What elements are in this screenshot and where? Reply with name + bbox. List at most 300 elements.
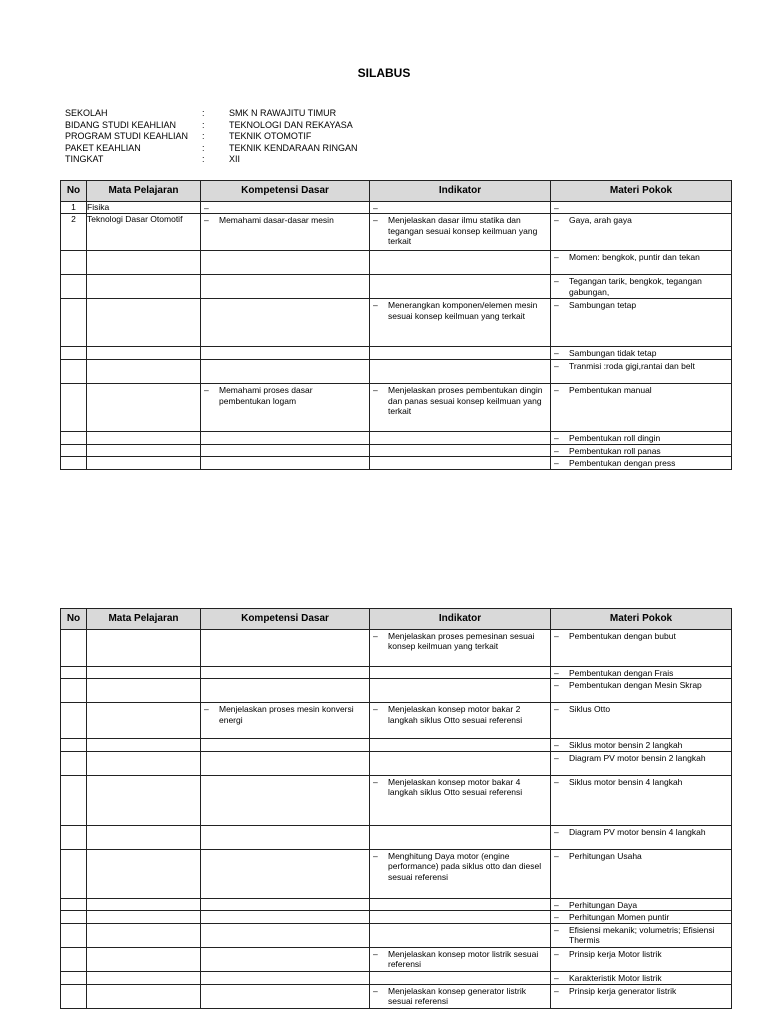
materi-item — [551, 445, 731, 456]
cell-indikator — [370, 384, 551, 432]
table-row — [61, 457, 732, 469]
header-indikator: Indikator — [370, 181, 551, 202]
bullet-dash: – — [373, 203, 378, 213]
cell-mata-pelajaran — [87, 947, 201, 971]
materi-item — [551, 384, 731, 395]
table-row — [61, 703, 732, 739]
cell-mata-pelajaran — [87, 923, 201, 947]
cell-mata-pelajaran: Fisika — [87, 202, 201, 214]
bullet-dash: – — [554, 680, 559, 691]
kompetensi-item — [201, 214, 369, 225]
cell-kompetensi-dasar — [201, 898, 370, 910]
info-value: TEKNIK OTOMOTIF — [229, 131, 312, 141]
materi-item — [551, 275, 731, 297]
table-row — [61, 299, 732, 347]
cell-no — [61, 384, 87, 432]
cell-materi-pokok — [551, 825, 732, 849]
indikator-text: Menjelaskan proses pemesinan sesuai konsep keilmuan yang terkait — [388, 631, 535, 652]
materi-text: Siklus motor bensin 2 langkah — [569, 740, 683, 751]
cell-indikator — [370, 911, 551, 923]
materi-text: Sambungan tetap — [569, 300, 637, 311]
cell-kompetensi-dasar — [201, 971, 370, 984]
table-row — [61, 214, 732, 251]
header-materi-pokok: Materi Pokok — [551, 181, 732, 202]
cell-no — [61, 775, 87, 825]
bullet-dash: – — [554, 985, 559, 996]
cell-mata-pelajaran — [87, 630, 201, 667]
cell-mata-pelajaran — [87, 299, 201, 347]
materi-text: Diagram PV motor bensin 2 langkah — [569, 752, 706, 763]
header-no: No — [61, 609, 87, 630]
materi-item — [551, 850, 731, 861]
materi-text: Pembentukan dengan Mesin Skrap — [569, 680, 702, 691]
bullet-dash: – — [554, 826, 559, 837]
info-colon: : — [202, 142, 205, 153]
materi-item — [551, 899, 731, 910]
cell-indikator — [370, 739, 551, 751]
indikator-item — [370, 202, 550, 213]
indikator-text: Menerangkan komponen/elemen mesin sesuai konsep keilmuan yang terkait — [388, 300, 538, 321]
cell-materi-pokok — [551, 923, 732, 947]
info-label: PAKET KEAHLIAN — [65, 142, 141, 153]
cell-kompetensi-dasar — [201, 947, 370, 971]
cell-no — [61, 275, 87, 299]
bullet-dash: – — [373, 850, 378, 861]
cell-kompetensi-dasar — [201, 299, 370, 347]
cell-kompetensi-dasar — [201, 703, 370, 739]
cell-materi-pokok — [551, 947, 732, 971]
materi-text: Pembentukan roll dingin — [569, 433, 661, 444]
cell-kompetensi-dasar — [201, 275, 370, 299]
header-indikator: Indikator — [370, 609, 551, 630]
materi-text: Pembentukan dengan bubut — [569, 631, 676, 641]
cell-kompetensi-dasar — [201, 432, 370, 444]
header-kompetensi-dasar: Kompetensi Dasar — [201, 609, 370, 630]
indikator-item — [370, 850, 550, 882]
kompetensi-text: Memahami dasar-dasar mesin — [219, 215, 334, 226]
cell-materi-pokok — [551, 444, 732, 456]
indikator-item — [370, 703, 550, 725]
table-row — [61, 739, 732, 751]
cell-indikator — [370, 849, 551, 898]
bullet-dash: – — [554, 776, 559, 787]
cell-kompetensi-dasar — [201, 202, 370, 214]
table-row — [61, 432, 732, 444]
cell-kompetensi-dasar — [201, 825, 370, 849]
bullet-dash: – — [373, 985, 378, 996]
cell-no — [61, 679, 87, 703]
cell-mata-pelajaran — [87, 457, 201, 469]
indikator-text: Menjelaskan konsep motor bakar 2 langkah siklus Otto sesuai referensi — [388, 704, 523, 725]
bullet-dash: – — [373, 300, 378, 311]
cell-indikator — [370, 444, 551, 456]
cell-kompetensi-dasar — [201, 667, 370, 679]
materi-item — [551, 826, 731, 837]
materi-text: Perhitungan Daya — [569, 899, 638, 910]
table-row — [61, 911, 732, 923]
kompetensi-item — [201, 202, 369, 213]
table-header — [61, 181, 732, 202]
cell-mata-pelajaran — [87, 911, 201, 923]
table-row — [61, 251, 732, 275]
cell-indikator — [370, 360, 551, 384]
cell-mata-pelajaran — [87, 775, 201, 825]
table-row — [61, 275, 732, 299]
cell-mata-pelajaran: Teknologi Dasar Otomotif — [87, 214, 201, 251]
bullet-dash: – — [554, 385, 559, 396]
info-value: XII — [229, 154, 241, 164]
bullet-dash: – — [204, 215, 209, 226]
cell-indikator — [370, 971, 551, 984]
materi-text: Prinsip kerja Motor listrik — [569, 948, 662, 959]
materi-text: Diagram PV motor bensin 4 langkah — [569, 826, 706, 837]
table-row — [61, 444, 732, 456]
cell-kompetensi-dasar — [201, 751, 370, 775]
info-row — [65, 143, 358, 155]
indikator-text: Menjelaskan dasar ilmu statika dan tegangan sesuai konsep keilmuan yang terkait — [388, 215, 538, 247]
table-row — [61, 775, 732, 825]
cell-no — [61, 360, 87, 384]
cell-kompetensi-dasar — [201, 214, 370, 251]
cell-mata-pelajaran — [87, 898, 201, 910]
cell-materi-pokok — [551, 360, 732, 384]
materi-text: Pembentukan manual — [569, 385, 652, 396]
bullet-dash: – — [554, 704, 559, 715]
bullet-dash: – — [554, 752, 559, 763]
cell-no — [61, 630, 87, 667]
materi-item — [551, 776, 731, 787]
cell-no — [61, 432, 87, 444]
cell-kompetensi-dasar — [201, 984, 370, 1008]
syllabus-table-2 — [60, 608, 732, 1009]
cell-no — [61, 898, 87, 910]
cell-indikator — [370, 667, 551, 679]
table-row — [61, 679, 732, 703]
materi-item — [551, 457, 731, 468]
materi-item — [551, 679, 731, 690]
indikator-text: Menjelaskan proses pembentukan dingin dan panas sesuai konsep keilmuan yang terkait — [388, 385, 543, 417]
bullet-dash: – — [554, 972, 559, 983]
materi-text: Sambungan tidak tetap — [569, 348, 657, 359]
header-no: No — [61, 181, 87, 202]
bullet-dash: – — [554, 445, 559, 456]
bullet-dash: – — [554, 458, 559, 469]
cell-indikator — [370, 947, 551, 971]
info-label: BIDANG STUDI KEAHLIAN — [65, 119, 177, 130]
cell-indikator — [370, 703, 551, 739]
table-row — [61, 984, 732, 1008]
cell-materi-pokok — [551, 457, 732, 469]
bullet-dash: – — [373, 385, 378, 396]
info-row — [65, 131, 358, 143]
cell-materi-pokok — [551, 202, 732, 214]
bullet-dash: – — [554, 252, 559, 263]
cell-mata-pelajaran — [87, 275, 201, 299]
info-colon: : — [202, 131, 205, 141]
cell-no — [61, 923, 87, 947]
info-label: SEKOLAH — [65, 108, 108, 118]
indikator-item — [370, 630, 550, 652]
info-label: PROGRAM STUDI KEAHLIAN — [65, 131, 189, 141]
info-colon: : — [202, 108, 205, 118]
bullet-dash: – — [554, 361, 559, 372]
cell-indikator — [370, 679, 551, 703]
bullet-dash: – — [554, 668, 559, 678]
materi-text: Karakteristik Motor listrik — [569, 972, 662, 983]
cell-no — [61, 444, 87, 456]
materi-text: Pembentukan dengan Frais — [569, 668, 674, 678]
cell-kompetensi-dasar — [201, 679, 370, 703]
indikator-text: Menjelaskan konsep generator listrik sesuai referensi — [388, 985, 526, 1007]
cell-kompetensi-dasar — [201, 347, 370, 360]
cell-kompetensi-dasar — [201, 849, 370, 898]
syllabus-table-1 — [60, 180, 732, 470]
cell-kompetensi-dasar — [201, 775, 370, 825]
kompetensi-item — [201, 384, 369, 406]
cell-indikator — [370, 751, 551, 775]
cell-no — [61, 299, 87, 347]
document-title: SILABUS — [357, 66, 411, 80]
bullet-dash: – — [554, 300, 559, 311]
table-row — [61, 898, 732, 910]
cell-no — [61, 739, 87, 751]
cell-mata-pelajaran — [87, 679, 201, 703]
materi-item — [551, 948, 731, 959]
bullet-dash: – — [554, 924, 559, 935]
cell-materi-pokok — [551, 299, 732, 347]
info-label: TINGKAT — [65, 154, 104, 164]
cell-kompetensi-dasar — [201, 739, 370, 751]
bullet-dash: – — [554, 215, 559, 226]
bullet-dash: – — [373, 948, 378, 959]
indikator-item — [370, 776, 550, 798]
kompetensi-text: Memahami proses dasar pembentukan logam — [219, 385, 313, 406]
cell-mata-pelajaran — [87, 360, 201, 384]
materi-text: Perhitungan Momen puntir — [569, 912, 670, 923]
materi-item — [551, 985, 731, 996]
cell-materi-pokok — [551, 667, 732, 679]
table-row — [61, 630, 732, 667]
cell-indikator — [370, 251, 551, 275]
cell-mata-pelajaran — [87, 667, 201, 679]
bullet-dash: – — [554, 899, 559, 910]
materi-text: Siklus motor bensin 4 langkah — [569, 776, 683, 787]
cell-indikator — [370, 984, 551, 1008]
info-colon: : — [202, 119, 205, 130]
table-row — [61, 971, 732, 984]
bullet-dash: – — [554, 912, 559, 923]
cell-materi-pokok — [551, 214, 732, 251]
cell-materi-pokok — [551, 703, 732, 739]
materi-text: Tranmisi :roda gigi,rantai dan belt — [569, 361, 695, 372]
materi-text: Perhitungan Usaha — [569, 850, 642, 861]
cell-indikator — [370, 214, 551, 251]
cell-materi-pokok — [551, 849, 732, 898]
cell-indikator — [370, 432, 551, 444]
cell-no — [61, 849, 87, 898]
cell-indikator — [370, 923, 551, 947]
table-row — [61, 384, 732, 432]
cell-mata-pelajaran — [87, 384, 201, 432]
bullet-dash: – — [204, 385, 209, 396]
materi-text: Pembentukan dengan press — [569, 458, 676, 469]
bullet-dash: – — [373, 215, 378, 226]
cell-kompetensi-dasar — [201, 444, 370, 456]
header-kompetensi-dasar: Kompetensi Dasar — [201, 181, 370, 202]
indikator-text: Menjelaskan konsep motor bakar 4 langkah siklus Otto sesuai referensi — [388, 776, 523, 798]
cell-kompetensi-dasar — [201, 360, 370, 384]
cell-materi-pokok — [551, 251, 732, 275]
cell-no — [61, 751, 87, 775]
info-value: TEKNIK KENDARAAN RINGAN — [229, 142, 358, 153]
cell-indikator — [370, 457, 551, 469]
kompetensi-item — [201, 703, 369, 725]
cell-kompetensi-dasar — [201, 923, 370, 947]
cell-no — [61, 703, 87, 739]
bullet-dash: – — [373, 776, 378, 787]
kompetensi-text: Menjelaskan proses mesin konversi energi — [219, 704, 354, 725]
kompetensi-text — [219, 203, 365, 213]
materi-item — [551, 347, 731, 358]
cell-mata-pelajaran — [87, 971, 201, 984]
materi-text: Efisiensi mekanik; volumetris; Efisiensi Thermis — [569, 924, 715, 946]
table-row — [61, 202, 732, 214]
table-row — [61, 751, 732, 775]
cell-mata-pelajaran — [87, 751, 201, 775]
materi-item — [551, 251, 731, 262]
materi-item — [551, 911, 731, 922]
table-row — [61, 923, 732, 947]
info-row — [65, 154, 358, 166]
materi-text: Momen: bengkok, puntir dan tekan — [569, 252, 700, 263]
materi-item — [551, 214, 731, 225]
cell-materi-pokok — [551, 679, 732, 703]
bullet-dash: – — [204, 704, 209, 715]
header-mata-pelajaran: Mata Pelajaran — [87, 181, 201, 202]
bullet-dash: – — [554, 203, 559, 213]
bullet-dash: – — [554, 631, 559, 641]
indikator-text: Menghitung Daya motor (engine performance) pada siklus otto dan diesel sesuai referensi — [388, 850, 542, 882]
indikator-item — [370, 299, 550, 321]
table-row — [61, 947, 732, 971]
cell-no — [61, 825, 87, 849]
cell-kompetensi-dasar — [201, 457, 370, 469]
bullet-dash: – — [554, 740, 559, 751]
cell-indikator — [370, 898, 551, 910]
cell-no: 2 — [61, 214, 87, 251]
cell-no: 1 — [61, 202, 87, 214]
cell-materi-pokok — [551, 775, 732, 825]
cell-materi-pokok — [551, 751, 732, 775]
cell-mata-pelajaran — [87, 444, 201, 456]
info-row — [65, 120, 358, 132]
table-header — [61, 609, 732, 630]
bullet-dash: – — [204, 203, 209, 213]
cell-no — [61, 251, 87, 275]
cell-materi-pokok — [551, 739, 732, 751]
cell-mata-pelajaran — [87, 347, 201, 360]
bullet-dash: – — [373, 704, 378, 715]
cell-materi-pokok — [551, 911, 732, 923]
materi-text: Prinsip kerja generator listrik — [569, 985, 677, 996]
indikator-text: Menjelaskan konsep motor listrik sesuai referensi — [388, 948, 539, 970]
materi-item — [551, 667, 731, 678]
materi-item — [551, 703, 731, 714]
materi-item — [551, 432, 731, 443]
table-row — [61, 849, 732, 898]
cell-indikator — [370, 275, 551, 299]
materi-item — [551, 972, 731, 983]
cell-indikator — [370, 630, 551, 667]
cell-mata-pelajaran — [87, 984, 201, 1008]
bullet-dash: – — [373, 631, 378, 641]
materi-text: Siklus Otto — [569, 704, 611, 715]
cell-no — [61, 984, 87, 1008]
bullet-dash: – — [554, 948, 559, 959]
bullet-dash: – — [554, 348, 559, 359]
cell-no — [61, 347, 87, 360]
cell-materi-pokok — [551, 347, 732, 360]
indikator-item — [370, 948, 550, 970]
table-row — [61, 825, 732, 849]
cell-no — [61, 667, 87, 679]
cell-mata-pelajaran — [87, 849, 201, 898]
indikator-text — [388, 203, 546, 213]
materi-text: Gaya, arah gaya — [569, 215, 632, 226]
cell-kompetensi-dasar — [201, 911, 370, 923]
cell-kompetensi-dasar — [201, 251, 370, 275]
materi-item — [551, 360, 731, 371]
table-row — [61, 667, 732, 679]
cell-materi-pokok — [551, 971, 732, 984]
materi-item — [551, 630, 731, 641]
info-value: SMK N RAWAJITU TIMUR — [229, 108, 337, 118]
cell-mata-pelajaran — [87, 703, 201, 739]
table-row — [61, 347, 732, 360]
materi-text: Tegangan tarik, bengkok, tegangan gabungan, — [569, 276, 702, 297]
info-row — [65, 108, 358, 120]
cell-indikator — [370, 825, 551, 849]
bullet-dash: – — [554, 433, 559, 444]
materi-item — [551, 739, 731, 750]
header-mata-pelajaran: Mata Pelajaran — [87, 609, 201, 630]
school-info — [65, 108, 358, 166]
info-colon: : — [202, 154, 205, 164]
cell-materi-pokok — [551, 984, 732, 1008]
cell-materi-pokok — [551, 384, 732, 432]
cell-mata-pelajaran — [87, 825, 201, 849]
info-value: TEKNOLOGI DAN REKAYASA — [229, 119, 353, 130]
cell-materi-pokok — [551, 630, 732, 667]
cell-indikator — [370, 299, 551, 347]
materi-item — [551, 924, 731, 946]
indikator-item — [370, 985, 550, 1007]
cell-materi-pokok — [551, 432, 732, 444]
cell-no — [61, 947, 87, 971]
materi-text: Pembentukan roll panas — [569, 445, 661, 456]
cell-indikator — [370, 347, 551, 360]
cell-materi-pokok — [551, 898, 732, 910]
bullet-dash: – — [554, 850, 559, 861]
table-row — [61, 360, 732, 384]
cell-kompetensi-dasar — [201, 630, 370, 667]
materi-text — [569, 203, 727, 213]
cell-indikator — [370, 202, 551, 214]
cell-no — [61, 911, 87, 923]
cell-no — [61, 457, 87, 469]
header-materi-pokok: Materi Pokok — [551, 609, 732, 630]
cell-indikator — [370, 775, 551, 825]
